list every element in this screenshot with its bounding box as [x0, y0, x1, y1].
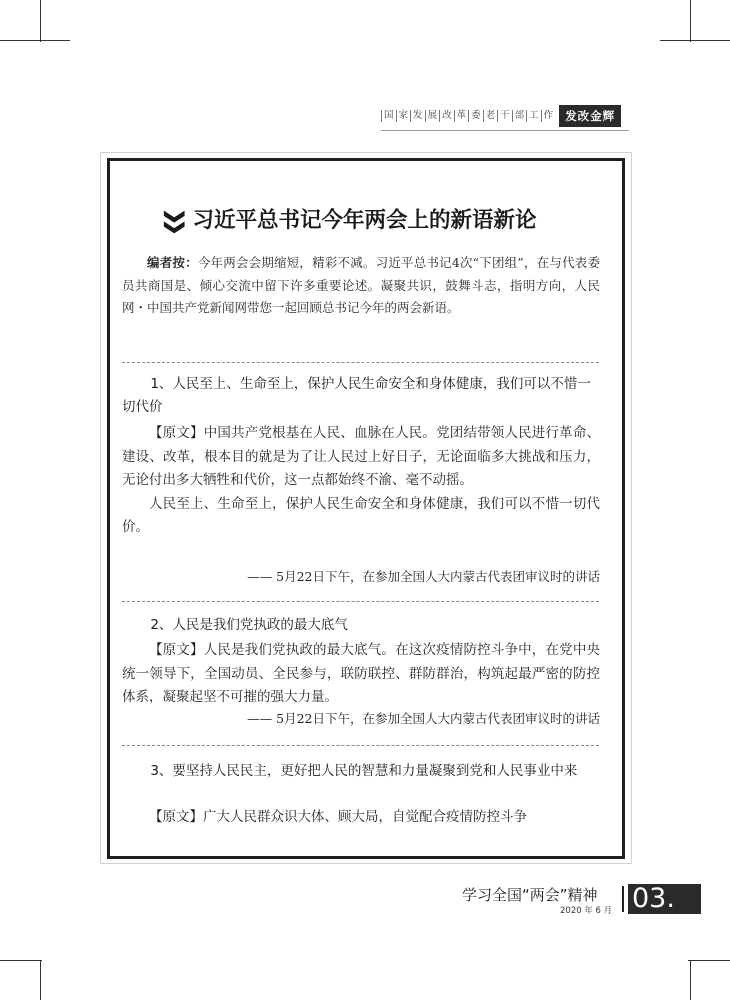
paragraph: 人民至上、生命至上，保护人民生命安全和身体健康，我们可以不惜一切代价。	[122, 495, 600, 535]
crop-mark	[0, 40, 70, 41]
original-text-tag: 【原文】	[149, 809, 203, 825]
crop-mark	[40, 0, 41, 42]
series-char: 发	[410, 110, 425, 122]
quote-source: —— 5月22日下午，在参加全国人大内蒙古代表团审议时的讲话	[247, 569, 600, 584]
series-char: 干	[497, 110, 512, 122]
crop-mark	[690, 0, 691, 42]
section-divider	[122, 362, 599, 363]
crop-mark	[40, 960, 41, 1000]
section-body	[122, 806, 600, 830]
series-header	[381, 104, 621, 128]
series-char: 家	[396, 110, 411, 122]
series-char: 国	[381, 110, 396, 122]
series-tag: 发改金辉	[559, 105, 621, 127]
section-title-text: 3、要坚持人民民主，更好把人民的智慧和力量凝聚到党和人民事业中来	[150, 763, 578, 779]
footer-title: 学习全国“两会”精神	[462, 886, 598, 904]
paragraph: 中国共产党根基在人民、血脉在人民。党团结带领人民进行革命、建设、改革，根本目的就是为了让人民过上好日子，无论面临多大挑战和压力，无论付出多大牺牲和代价，这一点都始终不渝、毫不动摇。	[122, 425, 600, 488]
crop-mark	[690, 960, 691, 1000]
section-title-text: 1、人民至上、生命至上，保护人民生命安全和身体健康，我们可以不惜一切代价	[122, 376, 591, 415]
section-title	[122, 373, 600, 419]
section-body	[122, 639, 600, 710]
series-char: 改	[439, 110, 454, 122]
footer-date: 2020 年 6 月	[560, 906, 613, 916]
section-divider	[122, 601, 599, 602]
original-text-tag: 【原文】	[149, 642, 204, 658]
series-char: 工	[526, 110, 541, 122]
series-char: 部	[512, 110, 527, 122]
editor-note	[122, 252, 600, 320]
series-name	[381, 110, 555, 122]
crop-mark	[688, 960, 730, 961]
section-title	[122, 614, 600, 637]
quote-source: —— 5月22日下午，在参加全国人大内蒙古代表团审议时的讲话	[247, 711, 600, 726]
section-divider	[122, 745, 599, 746]
crop-mark	[0, 960, 42, 961]
series-char: 作	[541, 110, 556, 122]
page-number: 03.	[628, 884, 701, 914]
paragraph: 广大人民群众识大体、顾大局，自觉配合疫情防控斗争	[203, 809, 527, 825]
section-title	[122, 760, 600, 783]
footer-divider	[622, 886, 624, 912]
editor-note-lead: 编者按：	[147, 255, 198, 270]
series-char: 老	[483, 110, 498, 122]
series-char: 展	[425, 110, 440, 122]
paragraph: 人民是我们党执政的最大底气。在这次疫情防控斗争中，在党中央统一领导下，全国动员、全民参与，联防联控、群防群治，构筑起最严密的防控体系，凝聚起坚不可摧的强大力量。	[122, 642, 600, 705]
crop-mark	[660, 40, 730, 41]
series-char: 革	[454, 110, 469, 122]
article-title	[165, 203, 537, 234]
section-title-text: 2、人民是我们党执政的最大底气	[150, 617, 348, 633]
article-title-text: 习近平总书记今年两会上的新语新论	[192, 208, 537, 233]
section-body	[122, 422, 600, 540]
series-char: 委	[468, 110, 483, 122]
double-chevron-icon: ❯❯	[163, 207, 188, 230]
header-rule	[381, 130, 629, 131]
original-text-tag: 【原文】	[149, 425, 204, 441]
editor-note-text: 今年两会会期缩短，精彩不减。习近平总书记4次“下团组”，在与代表委员共商国是、倾心交流中留下许多重要论述。凝聚共识，鼓舞斗志，指明方向，人民网・中国共产党新闻网带您一起回顾总书记今年的两会新语。	[122, 255, 600, 315]
